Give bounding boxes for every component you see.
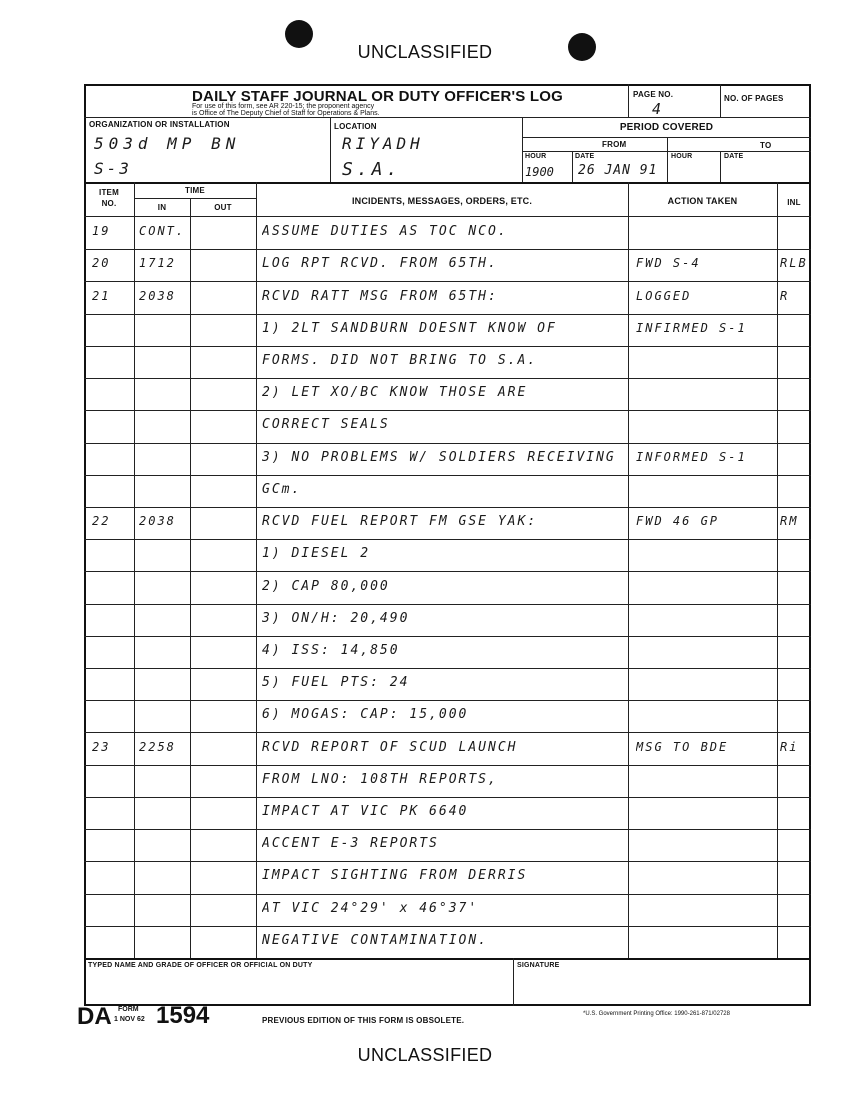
row-divider xyxy=(84,507,811,508)
time-in: 1712 xyxy=(139,256,176,270)
to-hour-label: HOUR xyxy=(671,153,693,160)
incident-text: ACCENT E-3 REPORTS xyxy=(262,836,439,851)
location-line-2: S.A. xyxy=(342,159,402,180)
form-subtitle-1: For use of this form, see AR 220-15; the proponent agency xyxy=(192,103,375,110)
row-divider xyxy=(84,281,811,282)
item-no: 23 xyxy=(92,740,111,754)
row-divider xyxy=(84,894,811,895)
typed-name-label: TYPED NAME AND GRADE OF OFFICER OR OFFICIAL ON DUTY xyxy=(88,962,313,969)
row-divider xyxy=(84,410,811,411)
item-no: 21 xyxy=(92,289,111,303)
row-divider xyxy=(84,829,811,830)
col-out-label: OUT xyxy=(214,203,232,212)
row-divider xyxy=(84,378,811,379)
row-divider xyxy=(84,475,811,476)
incident-text: 1) DIESEL 2 xyxy=(262,546,371,561)
col-incidents-label: INCIDENTS, MESSAGES, ORDERS, ETC. xyxy=(351,196,533,206)
incident-text: 1) 2LT SANDBURN DOESNT KNOW OF xyxy=(262,321,557,336)
printing-office-note: *U.S. Government Printing Office: 1990-261-871/02728 xyxy=(583,1011,730,1017)
page-no-value: 4 xyxy=(652,100,662,118)
incident-text: RCVD FUEL REPORT FM GSE YAK: xyxy=(262,514,538,529)
previous-edition-note: PREVIOUS EDITION OF THIS FORM IS OBSOLETE. xyxy=(262,1016,465,1025)
organization-label: ORGANIZATION OR INSTALLATION xyxy=(89,120,230,129)
form-number: 1594 xyxy=(156,1002,210,1029)
period-covered-label: PERIOD COVERED xyxy=(619,122,714,133)
row-divider xyxy=(84,636,811,637)
row-divider xyxy=(84,443,811,444)
to-date-label: DATE xyxy=(724,153,744,160)
organization-line-1: 503d MP BN xyxy=(94,134,241,153)
row-divider xyxy=(84,604,811,605)
incident-text: RCVD REPORT OF SCUD LAUNCH xyxy=(262,740,518,755)
incident-text: 4) ISS: 14,850 xyxy=(262,643,400,658)
incident-text: LOG RPT RCVD. FROM 65TH. xyxy=(262,256,498,271)
row-divider xyxy=(84,926,811,927)
form-title: DAILY STAFF JOURNAL OR DUTY OFFICER'S LOG xyxy=(192,88,563,105)
time-in: 2258 xyxy=(139,740,176,754)
row-divider xyxy=(84,861,811,862)
form-word-label: FORM xyxy=(118,1006,139,1013)
time-in: 2038 xyxy=(139,289,176,303)
incident-text: 6) MOGAS: CAP: 15,000 xyxy=(262,707,469,722)
action-taken: FWD 46 GP xyxy=(636,514,720,528)
punch-hole-left-icon xyxy=(285,20,313,48)
incident-text: NEGATIVE CONTAMINATION. xyxy=(262,933,489,948)
incident-text: IMPACT SIGHTING FROM DERRIS xyxy=(262,868,528,883)
no-of-pages-label: NO. OF PAGES xyxy=(724,94,784,103)
to-label: TO xyxy=(760,141,772,150)
row-divider xyxy=(84,668,811,669)
row-divider xyxy=(84,700,811,701)
item-no: 19 xyxy=(92,224,111,238)
initials: RLB xyxy=(780,256,808,270)
col-in-label: IN xyxy=(157,203,167,212)
row-divider xyxy=(84,314,811,315)
action-taken: INFIRMED S-1 xyxy=(636,321,747,335)
col-no-label: NO. xyxy=(101,199,117,208)
incident-text: 2) CAP 80,000 xyxy=(262,579,390,594)
incident-text: IMPACT AT VIC PK 6640 xyxy=(262,804,469,819)
form-subtitle-2: is Office of The Deputy Chief of Staff for Operations & Plans. xyxy=(192,110,380,117)
row-divider xyxy=(84,571,811,572)
row-divider xyxy=(84,732,811,733)
incident-text: 3) ON/H: 20,490 xyxy=(262,611,410,626)
organization-line-2: S-3 xyxy=(94,159,132,178)
location-line-1: RIYADH xyxy=(342,134,424,153)
from-label: FROM xyxy=(602,140,627,149)
row-divider xyxy=(84,797,811,798)
row-divider xyxy=(84,765,811,766)
incident-text: GCm. xyxy=(262,482,302,497)
page-no-label: PAGE NO. xyxy=(633,90,674,99)
action-taken: FWD S-4 xyxy=(636,256,701,270)
form-da-label: DA xyxy=(77,1003,112,1030)
initials: R xyxy=(780,289,790,303)
incident-text: ASSUME DUTIES AS TOC NCO. xyxy=(262,224,508,239)
incident-text: FORMS. DID NOT BRING TO S.A. xyxy=(262,353,538,368)
time-in: 2038 xyxy=(139,514,176,528)
col-item-label: ITEM xyxy=(99,188,119,197)
classification-bottom: UNCLASSIFIED xyxy=(357,1045,493,1065)
from-hour-label: HOUR xyxy=(525,153,547,160)
action-taken: MSG TO BDE xyxy=(636,740,729,754)
location-label: LOCATION xyxy=(334,122,377,131)
signature-label: SIGNATURE xyxy=(517,962,560,969)
row-divider xyxy=(84,346,811,347)
initials: Ri xyxy=(780,740,799,754)
incident-text: RCVD RATT MSG FROM 65TH: xyxy=(262,289,498,304)
action-taken: LOGGED xyxy=(636,289,692,303)
action-taken: INFORMED S-1 xyxy=(636,450,747,464)
from-date-value: 26 JAN 91 xyxy=(578,163,658,178)
incident-text: 3) NO PROBLEMS W/ SOLDIERS RECEIVING xyxy=(262,450,616,465)
row-divider xyxy=(84,249,811,250)
col-action-label: ACTION TAKEN xyxy=(667,196,738,206)
from-date-label: DATE xyxy=(575,153,595,160)
incident-text: FROM LNO: 108TH REPORTS, xyxy=(262,772,498,787)
from-hour-value: 1900 xyxy=(525,165,554,179)
form-date-label: 1 NOV 62 xyxy=(114,1016,145,1023)
item-no: 20 xyxy=(92,256,111,270)
row-divider xyxy=(84,539,811,540)
punch-hole-right-icon xyxy=(568,33,596,61)
incident-text: 5) FUEL PTS: 24 xyxy=(262,675,410,690)
initials: RM xyxy=(780,514,799,528)
classification-top: UNCLASSIFIED xyxy=(357,42,493,62)
col-time-label: TIME xyxy=(185,186,205,195)
time-in: CONT. xyxy=(139,224,186,238)
incident-text: AT VIC 24°29' x 46°37' xyxy=(262,901,479,916)
incident-text: 2) LET XO/BC KNOW THOSE ARE xyxy=(262,385,528,400)
item-no: 22 xyxy=(92,514,111,528)
incident-text: CORRECT SEALS xyxy=(262,417,390,432)
col-inl-label: INL xyxy=(787,198,801,207)
